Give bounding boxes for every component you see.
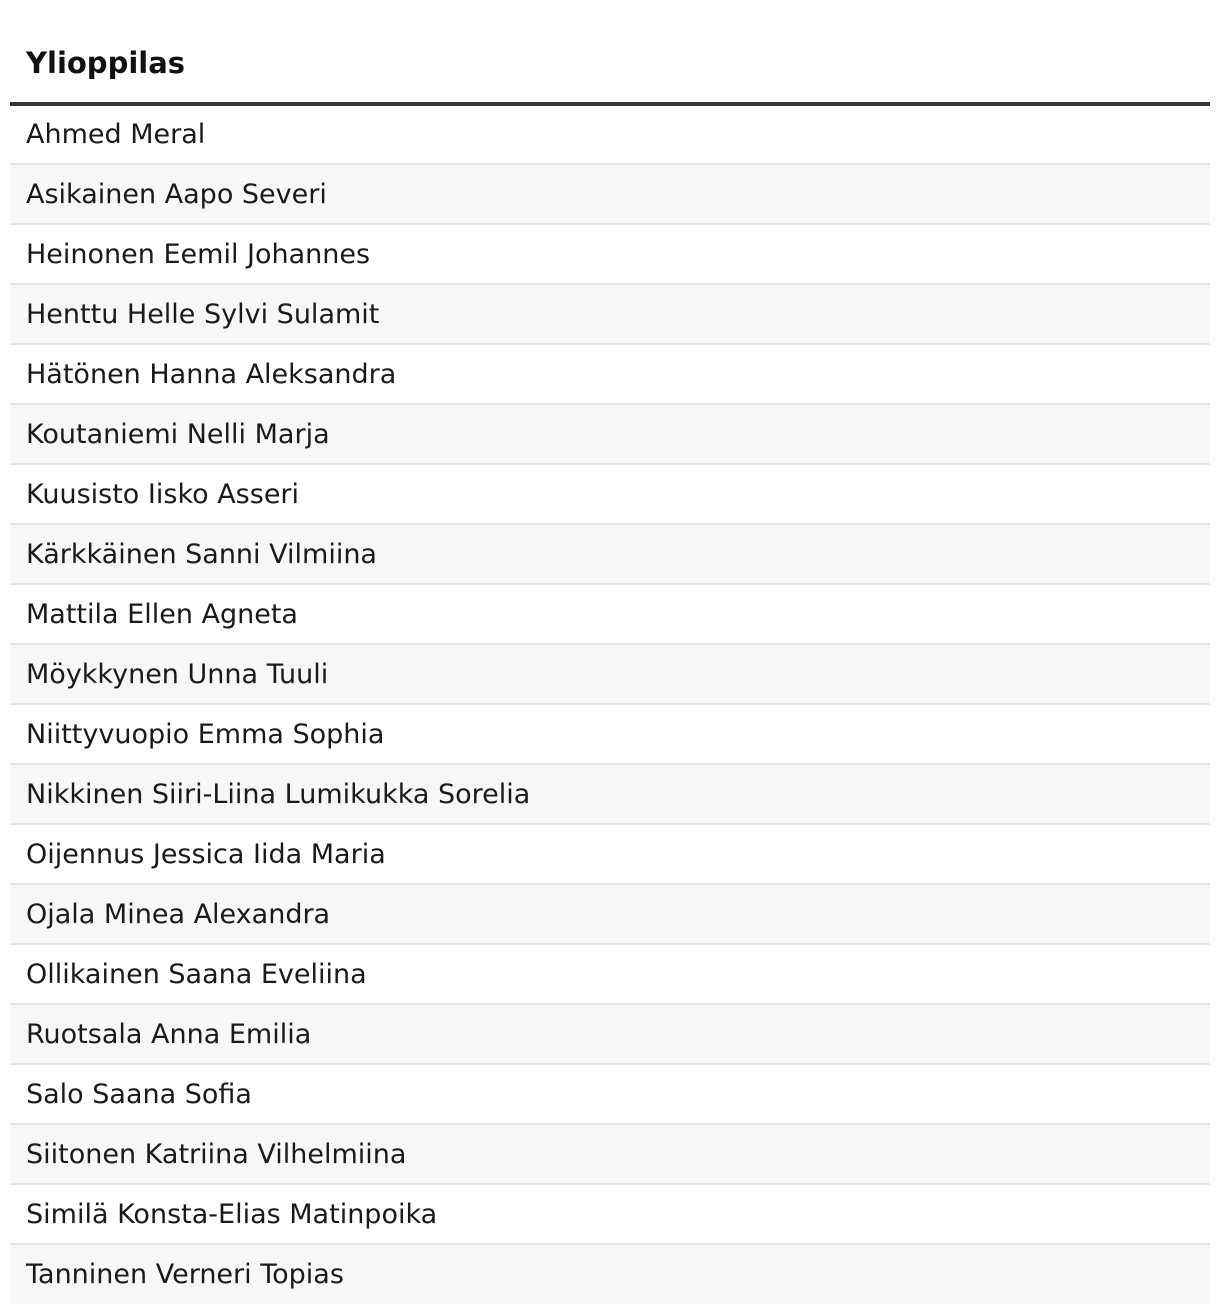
student-name-cell: Similä Konsta-Elias Matinpoika [10,1184,1210,1244]
student-name-cell: Möykkynen Unna Tuuli [10,644,1210,704]
student-name-cell: Oijennus Jessica Iida Maria [10,824,1210,884]
table-row [10,1184,1210,1244]
graduates-table [10,0,1210,1304]
student-name-cell: Asikainen Aapo Severi [10,164,1210,224]
student-name-cell: Henttu Helle Sylvi Sulamit [10,284,1210,344]
student-name-cell: Ahmed Meral [10,104,1210,164]
student-name-cell: Salo Saana Sofia [10,1064,1210,1124]
student-name-cell: Hätönen Hanna Aleksandra [10,344,1210,404]
student-name-cell: Kuusisto Iisko Asseri [10,464,1210,524]
table-row [10,164,1210,224]
table-row [10,764,1210,824]
table-row [10,644,1210,704]
student-name-cell: Koutaniemi Nelli Marja [10,404,1210,464]
table-row [10,1004,1210,1064]
table-row [10,944,1210,1004]
table-row [10,1124,1210,1184]
header-row [10,0,1210,104]
student-name-cell: Ollikainen Saana Eveliina [10,944,1210,1004]
table-row [10,284,1210,344]
student-name-cell: Ruotsala Anna Emilia [10,1004,1210,1064]
table-row [10,224,1210,284]
student-name-cell: Ojala Minea Alexandra [10,884,1210,944]
table-row [10,404,1210,464]
table-row [10,704,1210,764]
student-name-cell: Nikkinen Siiri-Liina Lumikukka Sorelia [10,764,1210,824]
table-row [10,1064,1210,1124]
table-row [10,584,1210,644]
student-name-cell: Heinonen Eemil Johannes [10,224,1210,284]
graduates-table-container [10,0,1210,1304]
table-row [10,524,1210,584]
table-body [10,104,1210,1304]
table-header [10,0,1210,104]
student-name-cell: Niittyvuopio Emma Sophia [10,704,1210,764]
student-name-cell: Tanninen Verneri Topias [10,1244,1210,1304]
student-name-cell: Siitonen Katriina Vilhelmiina [10,1124,1210,1184]
table-row [10,464,1210,524]
table-row [10,1244,1210,1304]
table-row [10,104,1210,164]
table-row [10,884,1210,944]
student-name-cell: Mattila Ellen Agneta [10,584,1210,644]
column-header-ylioppilas: Ylioppilas [10,0,1210,104]
table-row [10,344,1210,404]
table-row [10,824,1210,884]
student-name-cell: Kärkkäinen Sanni Vilmiina [10,524,1210,584]
